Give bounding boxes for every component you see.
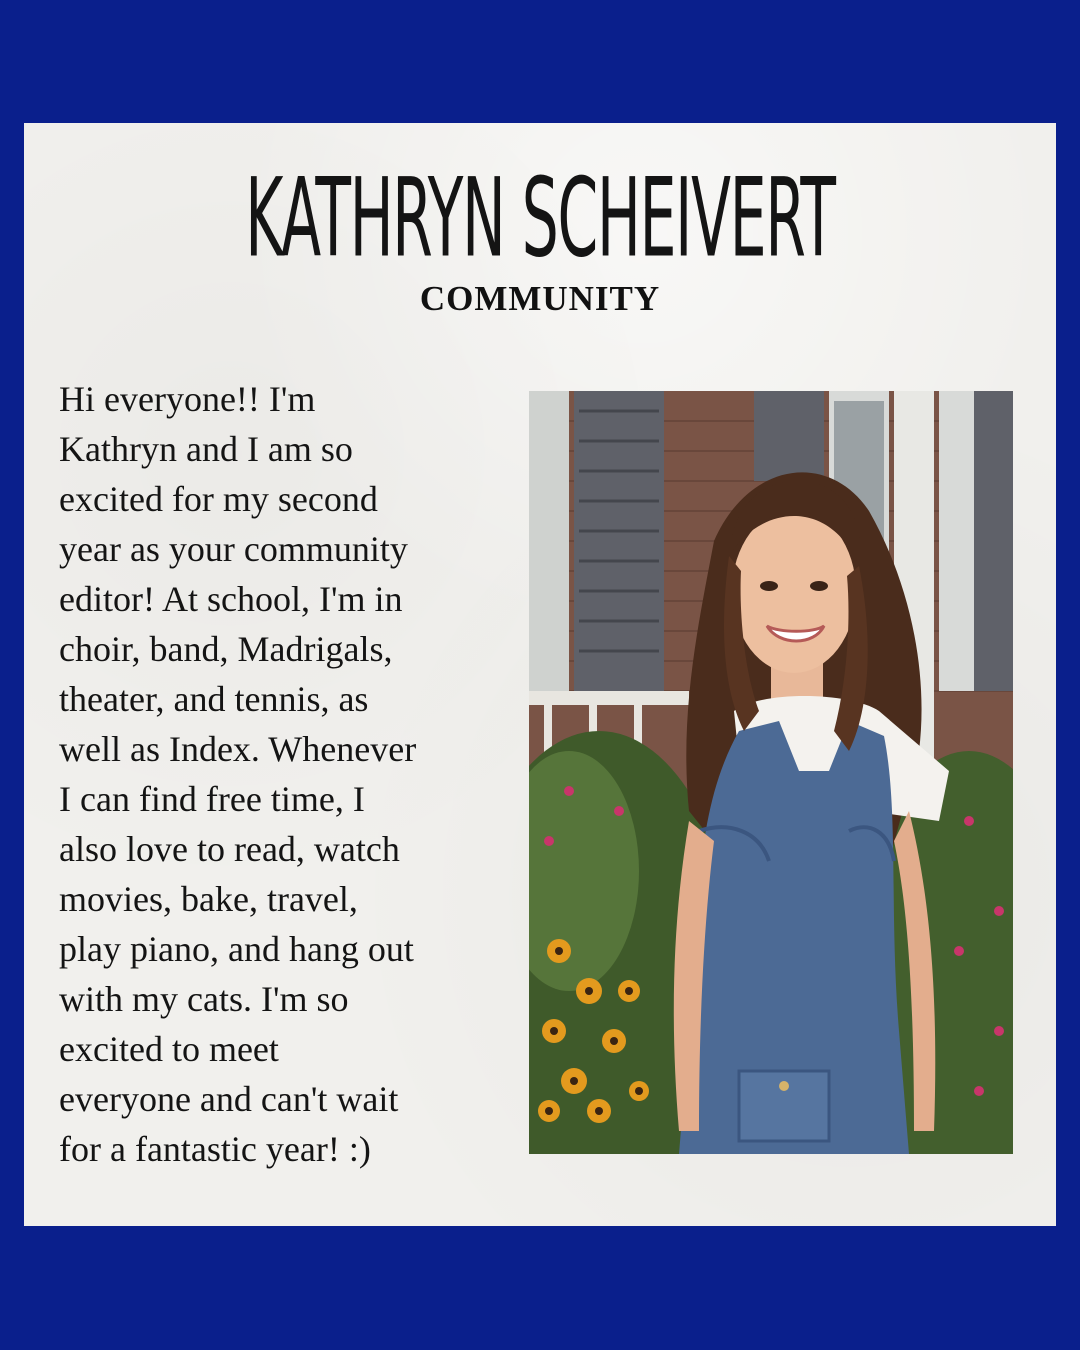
portrait-illustration [529, 391, 1013, 1154]
bio-line: movies, bake, travel, [59, 879, 358, 919]
bio-line: choir, band, Madrigals, [59, 629, 393, 669]
bio-line: I can find free time, I [59, 779, 365, 819]
bio-text [59, 374, 499, 1174]
bio-line: play piano, and hang out [59, 929, 414, 969]
bio-line: excited for my second [59, 479, 378, 519]
profile-card [24, 123, 1056, 1226]
bio-line: Hi everyone!! I'm [59, 379, 316, 419]
bio-line: excited to meet [59, 1029, 279, 1069]
bio-line: editor! At school, I'm in [59, 579, 403, 619]
bio-line: also love to read, watch [59, 829, 400, 869]
portrait-photo [529, 391, 1013, 1154]
bio-line: well as Index. Whenever [59, 729, 417, 769]
bio-line: theater, and tennis, as [59, 679, 369, 719]
bio-line: everyone and can't wait [59, 1079, 399, 1119]
bio-line: Kathryn and I am so [59, 429, 353, 469]
bio-line: with my cats. I'm so [59, 979, 349, 1019]
section-label: COMMUNITY [419, 279, 661, 318]
bio-line: year as your community [59, 529, 408, 569]
profile-name: KATHRYN SCHEIVERT [245, 155, 835, 283]
bio-line: for a fantastic year! :) [59, 1129, 371, 1169]
